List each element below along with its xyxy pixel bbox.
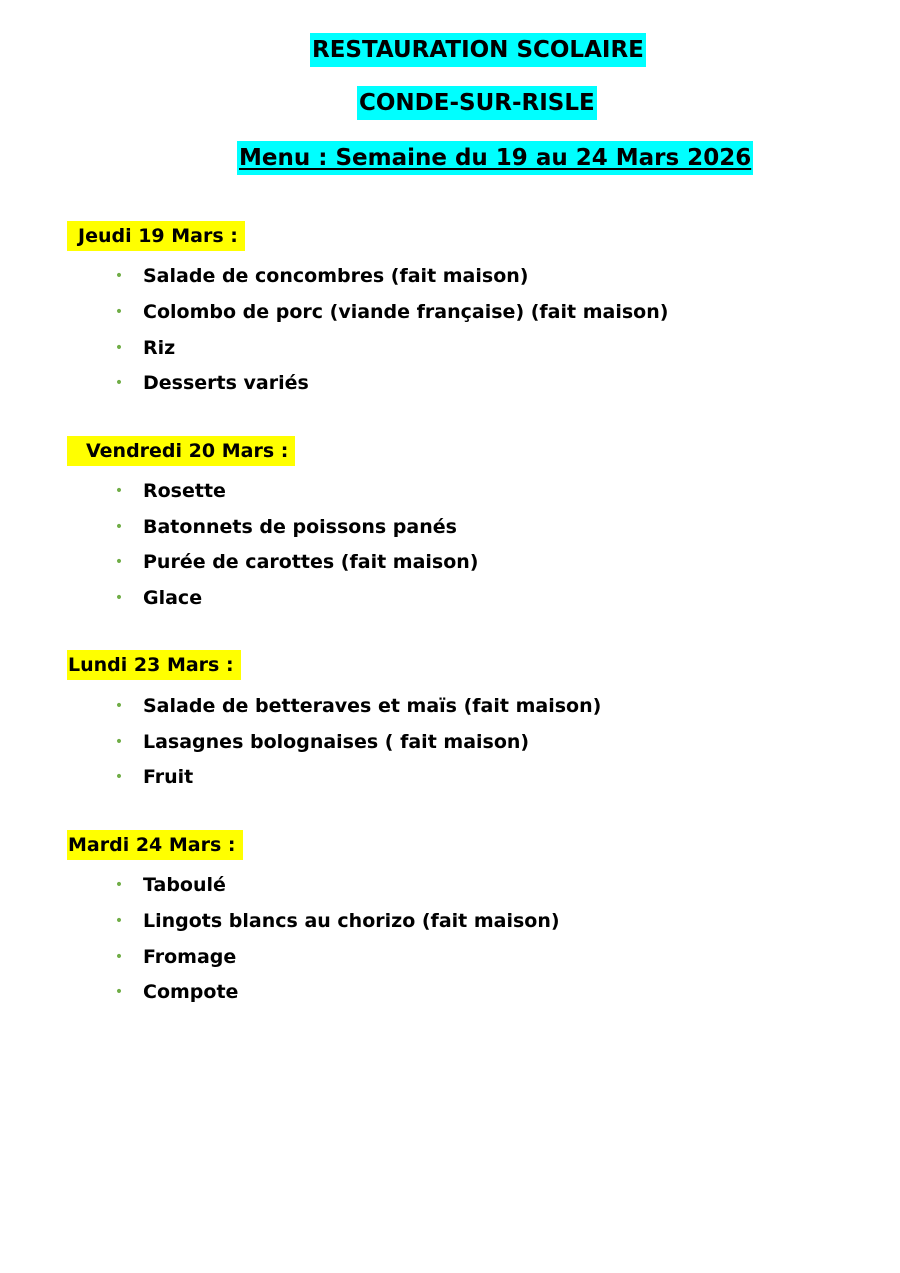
dish-label: Rosette xyxy=(143,480,226,502)
bullet-icon: • xyxy=(114,984,124,1000)
day-heading-lundi xyxy=(67,650,241,680)
bullet-icon: • xyxy=(114,913,124,929)
day-heading-jeudi xyxy=(67,221,245,251)
bullet-icon: • xyxy=(114,268,124,284)
title-menu-week: Menu : Semaine du 19 au 24 Mars 2026 xyxy=(237,141,753,175)
day-heading-label: Jeudi 19 Mars : xyxy=(78,225,238,247)
bullet-icon: • xyxy=(114,734,124,750)
bullet-icon: • xyxy=(114,590,124,606)
day-heading-label: Vendredi 20 Mars : xyxy=(86,440,289,462)
dish-label: Salade de concombres (fait maison) xyxy=(143,265,529,287)
dish-label: Batonnets de poissons panés xyxy=(143,516,457,538)
bullet-icon: • xyxy=(114,949,124,965)
dish-label: Fruit xyxy=(143,766,194,788)
day-heading-label: Mardi 24 Mars : xyxy=(68,834,236,856)
bullet-icon: • xyxy=(114,877,124,893)
dish-label: Glace xyxy=(143,587,203,609)
bullet-icon: • xyxy=(114,340,124,356)
day-heading-vendredi xyxy=(67,436,295,466)
dish-label: Fromage xyxy=(143,946,237,968)
dish-label: Purée de carottes (fait maison) xyxy=(143,551,479,573)
dish-label: Desserts variés xyxy=(143,372,309,394)
bullet-icon: • xyxy=(114,769,124,785)
bullet-icon: • xyxy=(114,519,124,535)
bullet-icon: • xyxy=(114,554,124,570)
dish-label: Salade de betteraves et maïs (fait maison) xyxy=(143,695,602,717)
day-heading-mardi xyxy=(67,830,243,860)
title-town: CONDE-SUR-RISLE xyxy=(357,86,597,120)
bullet-icon: • xyxy=(114,698,124,714)
day-heading-label: Lundi 23 Mars : xyxy=(68,654,234,676)
bullet-icon: • xyxy=(114,304,124,320)
dish-label: Colombo de porc (viande française) (fait maison) xyxy=(143,301,669,323)
dish-label: Lasagnes bolognaises ( fait maison) xyxy=(143,731,530,753)
dish-label: Taboulé xyxy=(143,874,226,896)
bullet-icon: • xyxy=(114,483,124,499)
dish-label: Lingots blancs au chorizo (fait maison) xyxy=(143,910,560,932)
dish-label: Riz xyxy=(143,337,176,359)
bullet-icon: • xyxy=(114,375,124,391)
dish-label: Compote xyxy=(143,981,239,1003)
title-restauration-scolaire: RESTAURATION SCOLAIRE xyxy=(310,33,646,67)
